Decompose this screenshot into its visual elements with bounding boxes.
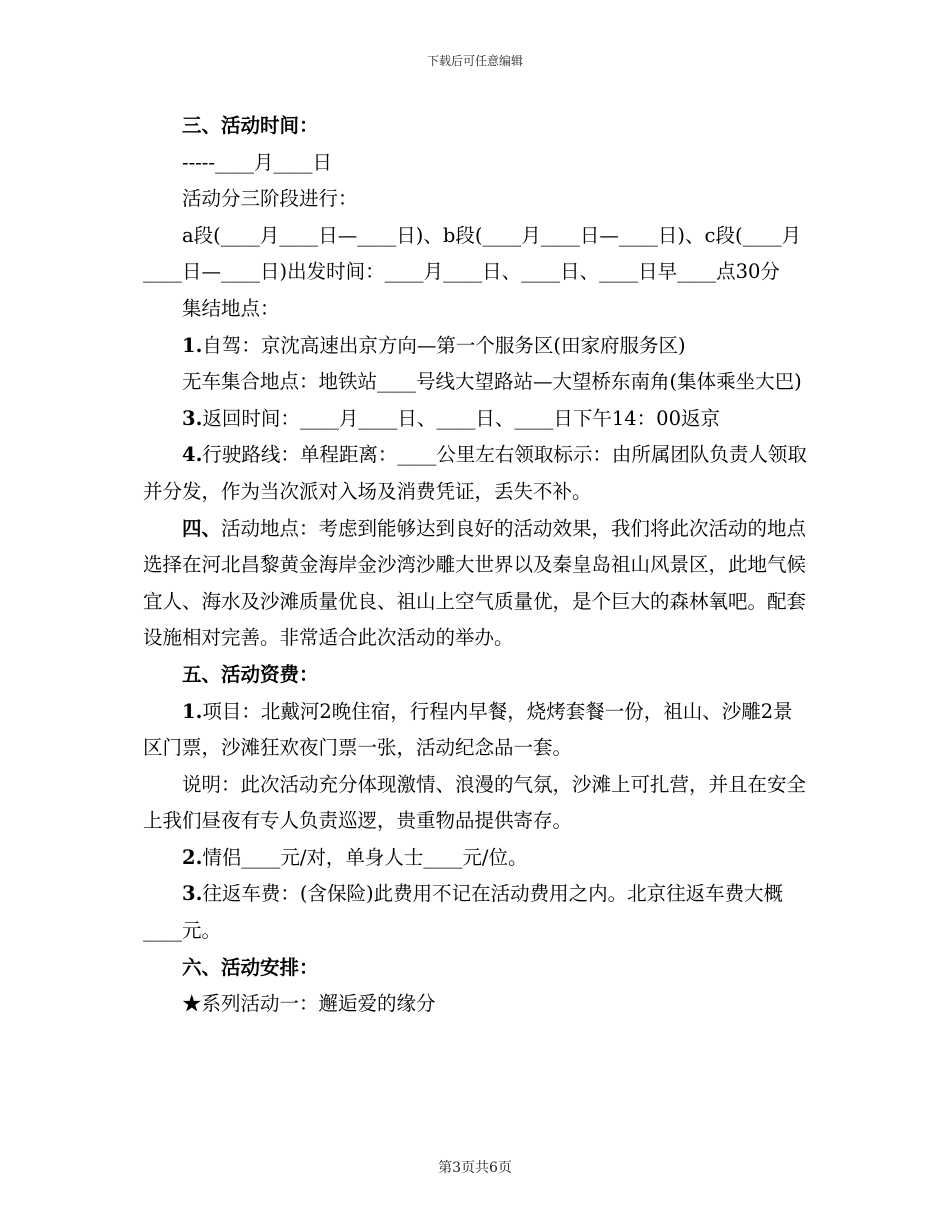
paragraph: [143, 401, 808, 438]
paragraph-text: 自驾：京沈高速出京方向—第一个服务区(田家府服务区): [202, 333, 686, 357]
paragraph-text: 情侣____元/对，单身人士____元/位。: [202, 845, 528, 869]
paragraph-text: 五、活动资费：: [182, 662, 319, 686]
paragraph-text: ★系列活动一：邂逅爱的缘分: [182, 992, 436, 1016]
paragraph-text: 活动分三阶段进行：: [182, 187, 358, 211]
paragraph-text: 活动地点：考虑到能够达到良好的活动效果，我们将此次活动的地点选择在河北昌黎黄金海岸金沙湾沙雕大世界以及秦皇岛祖山风景区，此地气候宜人、海水及沙滩质量优良、祖山上空气质量优，是个巨大的森林氧吧。配套设施相对完善。非常适合此次活动的举办。: [143, 516, 807, 650]
paragraph: [143, 694, 808, 767]
paragraph-text: 六、活动安排：: [182, 955, 319, 979]
paragraph-text: 集结地点：: [182, 296, 280, 320]
document-body: [143, 108, 808, 1023]
paragraph: [143, 986, 808, 1023]
page-header-note: 下载后可任意编辑: [426, 54, 523, 68]
section-heading: [143, 108, 808, 145]
item-number: 3.: [182, 406, 203, 430]
paragraph: [143, 291, 808, 328]
paragraph-text: 行驶路线：单程距离：____公里左右领取标示：由所属团队负责人领取并分发，作为当次派对入场及消费凭证，丢失不补。: [143, 443, 807, 503]
item-number: 1.: [182, 699, 203, 723]
item-number: 3.: [182, 882, 203, 906]
paragraph-text: a段(____月____日—____日)、b段(____月____日—____日)、c段(____月____日—____日)出发时间：____月____日、____日、____日早____点30分: [143, 223, 802, 284]
paragraph-text: 返回时间：____月____日、____日、____日下午14：00返京: [202, 406, 720, 430]
paragraph: [143, 437, 808, 510]
paragraph: [143, 511, 808, 657]
paragraph: [143, 364, 808, 401]
paragraph-text: 三、活动时间：: [182, 114, 319, 137]
paragraph-text: -----____月____日: [182, 150, 332, 174]
item-number: 四、: [182, 516, 222, 540]
section-heading: [143, 950, 808, 987]
paragraph: [143, 328, 808, 365]
paragraph-text: 项目：北戴河2晚住宿，行程内早餐，烧烤套餐一份，祖山、沙雕2景区门票，沙滩狂欢夜门票一张，活动纪念品一套。: [143, 699, 793, 760]
item-number: 4.: [182, 443, 203, 467]
page-number: 第3页共6页: [438, 1160, 512, 1176]
section-heading: [143, 657, 808, 694]
paragraph-text: 往返车费：(含保险)此费用不记在活动费用之内。北京往返车费大概____元。: [143, 882, 784, 943]
paragraph: [143, 876, 808, 949]
paragraph: [143, 840, 808, 877]
paragraph: [143, 218, 808, 291]
item-number: 1.: [182, 333, 203, 357]
item-number: 2.: [182, 845, 203, 869]
paragraph: [143, 145, 808, 182]
paragraph: [143, 767, 808, 840]
paragraph: [143, 181, 808, 218]
paragraph-text: 说明：此次活动充分体现激情、浪漫的气氛，沙滩上可扎营，并且在安全上我们昼夜有专人负责巡逻，贵重物品提供寄存。: [143, 772, 807, 833]
paragraph-text: 无车集合地点：地铁站____号线大望路站—大望桥东南角(集体乘坐大巴): [182, 370, 802, 394]
